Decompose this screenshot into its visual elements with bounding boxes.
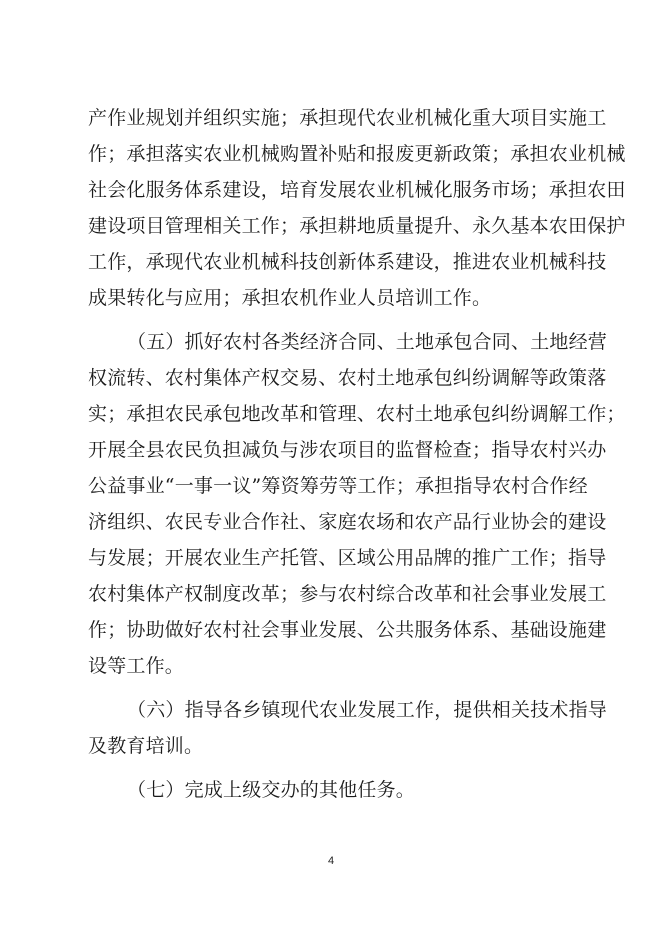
body-text-line: 成果转化与应用；承担农机作业人员培训工作。: [88, 287, 492, 309]
body-text-line: 实；承担农民承包地改革和管理、农村土地承包纠纷调解工作；: [88, 403, 626, 425]
paragraph-six-first-line: （六）指导各乡镇现代农业发展工作，提供相关技术指导: [127, 699, 608, 721]
body-text-line: 设等工作。: [88, 655, 185, 677]
page-number: 4: [327, 855, 335, 867]
body-text-line: 济组织、农民专业合作社、家庭农场和农产品行业协会的建设: [88, 511, 607, 533]
body-text-line: 权流转、农村集体产权交易、农村土地承包纠纷调解等政策落: [88, 367, 607, 389]
body-text-line: 社会化服务体系建设，培育发展农业机械化服务市场；承担农田: [88, 179, 626, 201]
paragraph-seven-line: （七）完成上级交办的其他任务。: [127, 779, 416, 801]
body-text-line: 及教育培训。: [88, 735, 204, 757]
body-text-line: 建设项目管理相关工作；承担耕地质量提升、永久基本农田保护: [88, 215, 626, 237]
body-text-line: 作；承担落实农业机械购置补贴和报废更新政策；承担农业机械: [88, 143, 626, 165]
body-text-line: 作；协助做好农村社会事业发展、公共服务体系、基础设施建: [88, 619, 607, 641]
body-text-line: 与发展；开展农业生产托管、区域公用品牌的推广工作；指导: [88, 547, 607, 569]
body-text-line: 农村集体产权制度改革；参与农村综合改革和社会事业发展工: [88, 583, 607, 605]
body-text-line: 开展全县农民负担减负与涉农项目的监督检查；指导农村兴办: [88, 439, 607, 461]
body-text-line: 公益事业“一事一议”筹资筹劳等工作；承担指导农村合作经: [88, 475, 588, 497]
paragraph-five-first-line: （五）抓好农村各类经济合同、土地承包合同、土地经营: [127, 331, 608, 353]
body-text-line: 产作业规划并组织实施；承担现代农业机械化重大项目实施工: [88, 107, 607, 129]
body-text-line: 工作，承现代农业机械科技创新体系建设，推进农业机械科技: [88, 251, 607, 273]
